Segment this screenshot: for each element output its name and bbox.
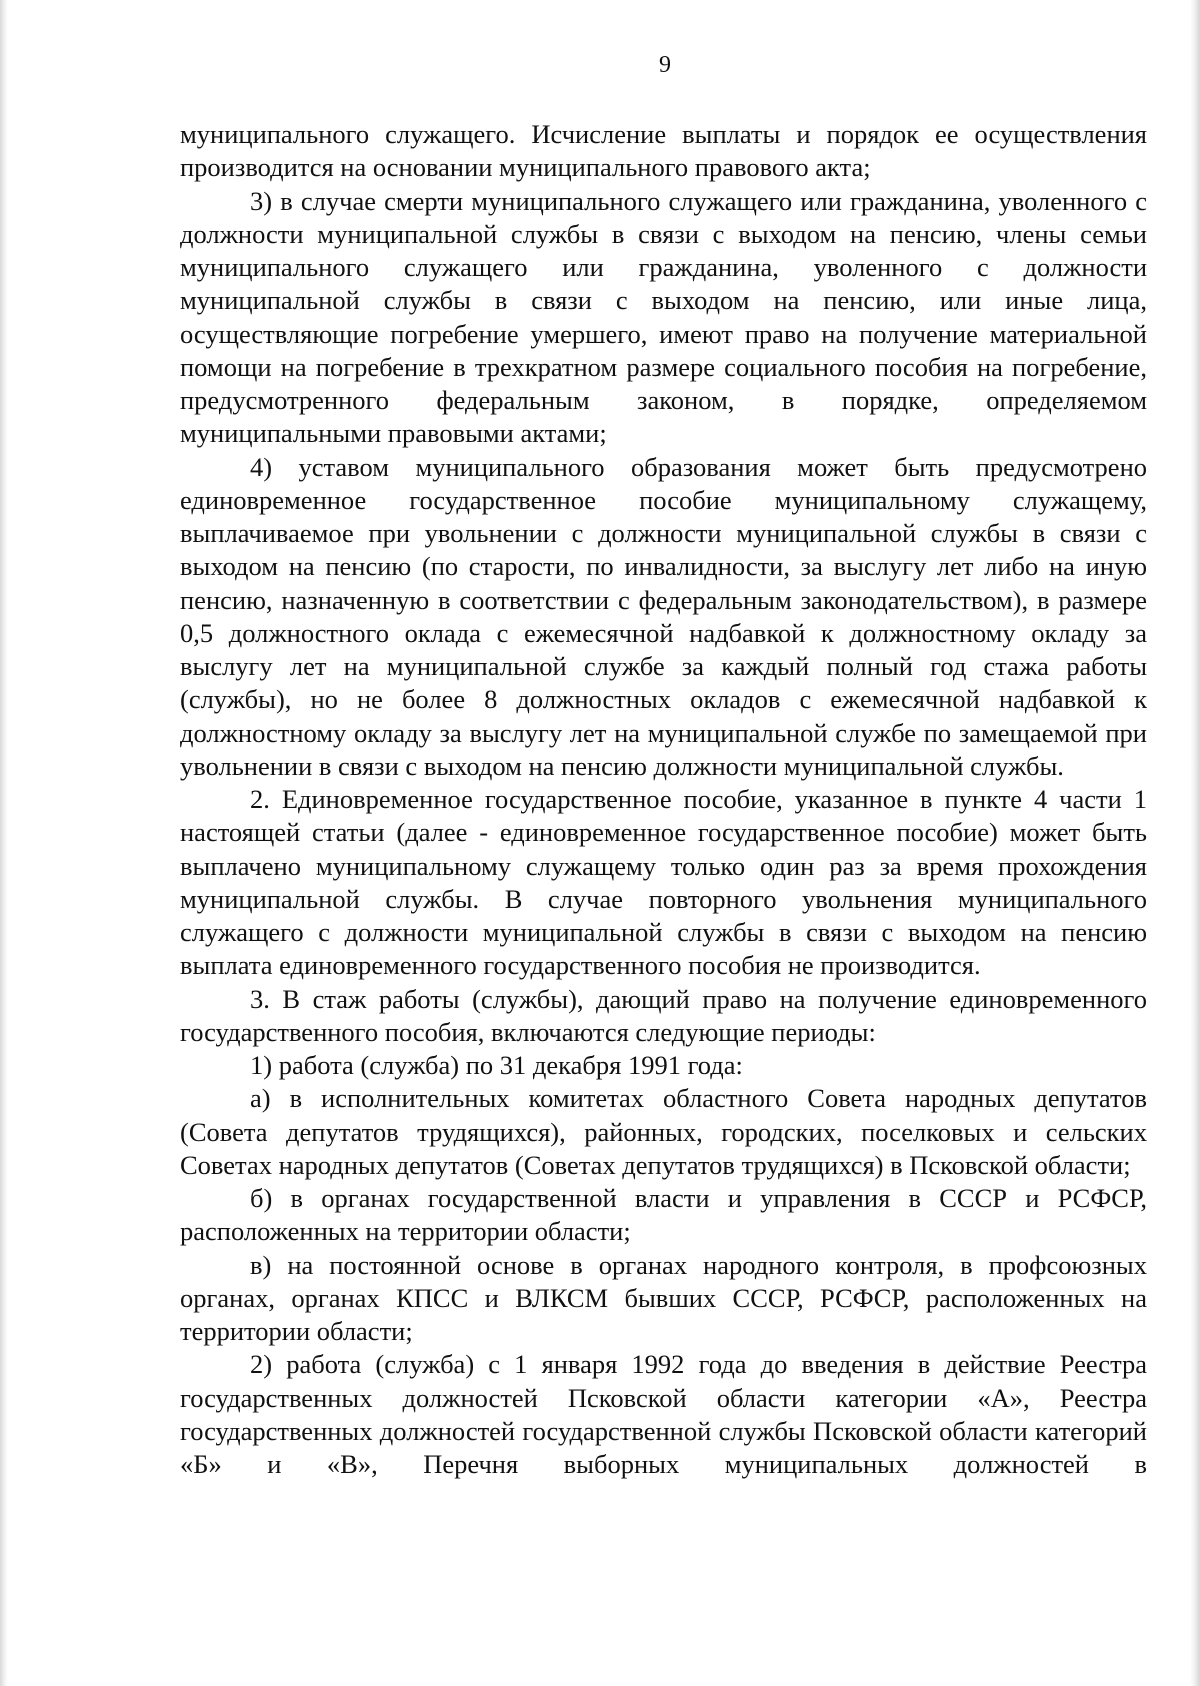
paragraph-subitem-1: 1) работа (служба) по 31 декабря 1991 года: <box>250 1050 743 1080</box>
paragraph-item-4: 4) уставом муниципального образования может быть предусмотрено единовременное государственное пособие муниципальному служащему, выплачиваемое при увольнении с должности муниципальной службы в связи с выходом на пенсию (по старости, по инвалидности, за выслугу лет либо на иную пенсию, назначенную в соответствии с федеральным законодательством), в размере 0,5 должностного оклада с ежемесячной надбавкой к должностному окладу за выслугу лет на муниципальной службе за каждый полный год стажа работы (службы), но не более 8 должностных окладов с ежемесячной надбавкой к должностному окладу за выслугу лет на муниципальной службе по замещаемой при увольнении в связи с выходом на пенсию должности муниципальной службы. <box>180 451 1147 781</box>
scan-right-edge <box>1190 0 1200 1686</box>
paragraph-subitem-b: б) в органах государственной власти и управления в СССР и РСФСР, расположенных на территории области; <box>180 1183 1147 1247</box>
paragraph-item-3: 3) в случае смерти муниципального служащего или гражданина, уволенного с должности муниципальной службы в связи с выходом на пенсию, члены семьи муниципального служащего или гражданина, уволенного с должности муниципальной службы в связи с выходом на пенсию, или иные лица, осуществляющие погребение умершего, имеют право на получение материальной помощи на погребение в трехкратном размере социального пособия на погребение, предусмотренного федеральным законом, в порядке, определяемом муниципальными правовыми актами; <box>180 185 1147 449</box>
paragraph-subitem-a: а) в исполнительных комитетах областного Совета народных депутатов (Совета депутатов трудящихся), районных, городских, поселковых и сельских Советах народных депутатов (Советах депутатов трудящихся) в Псковской области; <box>180 1083 1147 1180</box>
paragraph-subitem-2: 2) работа (служба) с 1 января 1992 года до введения в действие Реестра государственных должностей Псковской области категории «А», Реестра государственных должностей государственной службы Псковской области категорий «Б» и «В», Перечня выборных муниципальных должностей в <box>180 1349 1147 1479</box>
document-body <box>180 118 1147 1481</box>
paragraph-part-2: 2. Единовременное государственное пособие, указанное в пункте 4 части 1 настоящей статьи (далее - единовременное государственное пособие) может быть выплачено муниципальному служащему только один раз за время прохождения муниципальной службы. В случае повторного увольнения муниципального служащего с должности муниципальной службы в связи с выходом на пенсию выплата единовременного государственного пособия не производится. <box>180 784 1147 981</box>
page-number: 9 <box>659 52 671 78</box>
paragraph-subitem-v: в) на постоянной основе в органах народного контроля, в профсоюзных органах, органах КПСС и ВЛКСМ бывших СССР, РСФСР, расположенных на территории области; <box>180 1249 1147 1346</box>
paragraph-part-3: 3. В стаж работы (службы), дающий право на получение единовременного государственного пособия, включаются следующие периоды: <box>180 983 1147 1047</box>
scan-left-edge <box>0 0 8 1686</box>
paragraph-continuation: муниципального служащего. Исчисление выплаты и порядок ее осуществления производится на основании муниципального правового акта; <box>180 119 1147 183</box>
